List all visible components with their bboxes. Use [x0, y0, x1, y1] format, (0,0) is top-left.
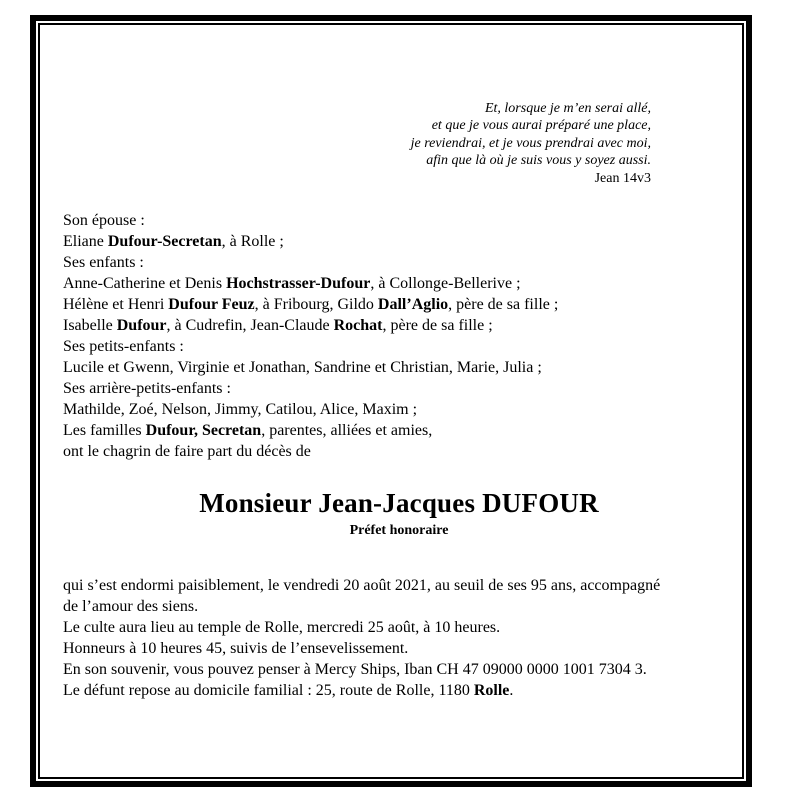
- bold-name-text: Dufour Feuz: [168, 296, 255, 313]
- text-line: [63, 441, 558, 462]
- plain-text: Lucile et Gwenn, Virginie et Jonathan, Sandrine et Christian, Marie, Julia ;: [63, 359, 542, 376]
- bible-verse-reference: Jean 14v3: [594, 170, 651, 186]
- plain-text: Mathilde, Zoé, Nelson, Jimmy, Catilou, Alice, Maxim ;: [63, 401, 418, 418]
- plain-text: de l’amour des siens.: [63, 598, 199, 615]
- text-line: [63, 399, 558, 420]
- text-line: [63, 617, 660, 638]
- plain-text: Le culte aura lieu au temple de Rolle, mercredi 25 août, à 10 heures.: [63, 619, 501, 636]
- text-line: [411, 117, 651, 134]
- plain-text: , à Fribourg, Gildo: [254, 296, 378, 313]
- plain-text: Isabelle: [63, 317, 117, 334]
- plain-text: Les familles: [63, 422, 146, 439]
- plain-text: Ses petits-enfants :: [63, 338, 184, 355]
- plain-text: afin que là où je suis vous y soyez aussi.: [426, 153, 651, 169]
- text-line: [411, 100, 651, 117]
- text-line: [63, 210, 558, 231]
- bold-name-text: Dall’Aglio: [377, 296, 449, 313]
- bold-name-text: Hochstrasser-Dufour: [226, 275, 371, 292]
- text-line: [411, 152, 651, 169]
- deceased-block: [63, 490, 735, 539]
- text-line: [63, 273, 558, 294]
- plain-text: Ses arrière-petits-enfants :: [63, 380, 231, 397]
- text-line: [411, 135, 651, 152]
- text-line: [63, 659, 660, 680]
- plain-text: En son souvenir, vous pouvez penser à Mercy Ships, Iban CH 47 09000 0000 1001 7304 3.: [63, 661, 647, 678]
- text-line: [63, 378, 558, 399]
- plain-text: Le défunt repose au domicile familial : 25, route de Rolle, 1180: [63, 682, 474, 699]
- plain-text: Hélène et Henri: [63, 296, 169, 313]
- text-line: [63, 315, 558, 336]
- plain-text: .: [509, 682, 514, 699]
- bold-name-text: Dufour, Secretan: [145, 422, 262, 439]
- family-list: [63, 210, 558, 462]
- text-line: [63, 294, 558, 315]
- bold-name-text: Rolle: [473, 682, 510, 699]
- bold-name-text: Dufour: [116, 317, 167, 334]
- plain-text: , père de sa fille ;: [382, 317, 493, 334]
- plain-text: , à Collonge-Bellerive ;: [370, 275, 521, 292]
- bible-verse-lines: [411, 100, 651, 170]
- text-line: [63, 252, 558, 273]
- text-line: [63, 575, 660, 596]
- plain-text: ont le chagrin de faire part du décès de: [63, 443, 311, 460]
- funeral-details: [63, 575, 660, 701]
- bold-name-text: Rochat: [333, 317, 383, 334]
- text-line: [63, 680, 660, 701]
- plain-text: Honneurs à 10 heures 45, suivis de l’ensevelissement.: [63, 640, 409, 657]
- plain-text: Anne-Catherine et Denis: [63, 275, 227, 292]
- plain-text: Son épouse :: [63, 212, 145, 229]
- text-line: [63, 638, 660, 659]
- deceased-name: Monsieur Jean-Jacques DUFOUR: [199, 488, 599, 518]
- bold-name-text: Dufour-Secretan: [107, 233, 222, 250]
- plain-text: , à Rolle ;: [221, 233, 284, 250]
- plain-text: qui s’est endormi paisiblement, le vendredi 20 août 2021, au seuil de ses 95 ans, accompagné: [63, 577, 661, 594]
- plain-text: , à Cudrefin, Jean-Claude: [166, 317, 334, 334]
- plain-text: , parentes, alliées et amies,: [261, 422, 433, 439]
- bible-verse: [411, 100, 651, 187]
- text-line: [63, 420, 558, 441]
- plain-text: Eliane: [63, 233, 108, 250]
- plain-text: Ses enfants :: [63, 254, 144, 271]
- text-line: [63, 231, 558, 252]
- plain-text: , père de sa fille ;: [448, 296, 559, 313]
- deceased-honorific-title: Préfet honoraire: [349, 523, 449, 538]
- plain-text: et que je vous aurai préparé une place,: [431, 118, 651, 134]
- plain-text: je reviendrai, et je vous prendrai avec moi,: [410, 135, 651, 151]
- text-line: [63, 336, 558, 357]
- text-line: [63, 596, 660, 617]
- plain-text: Et, lorsque je m’en serai allé,: [484, 101, 651, 116]
- text-line: [63, 357, 558, 378]
